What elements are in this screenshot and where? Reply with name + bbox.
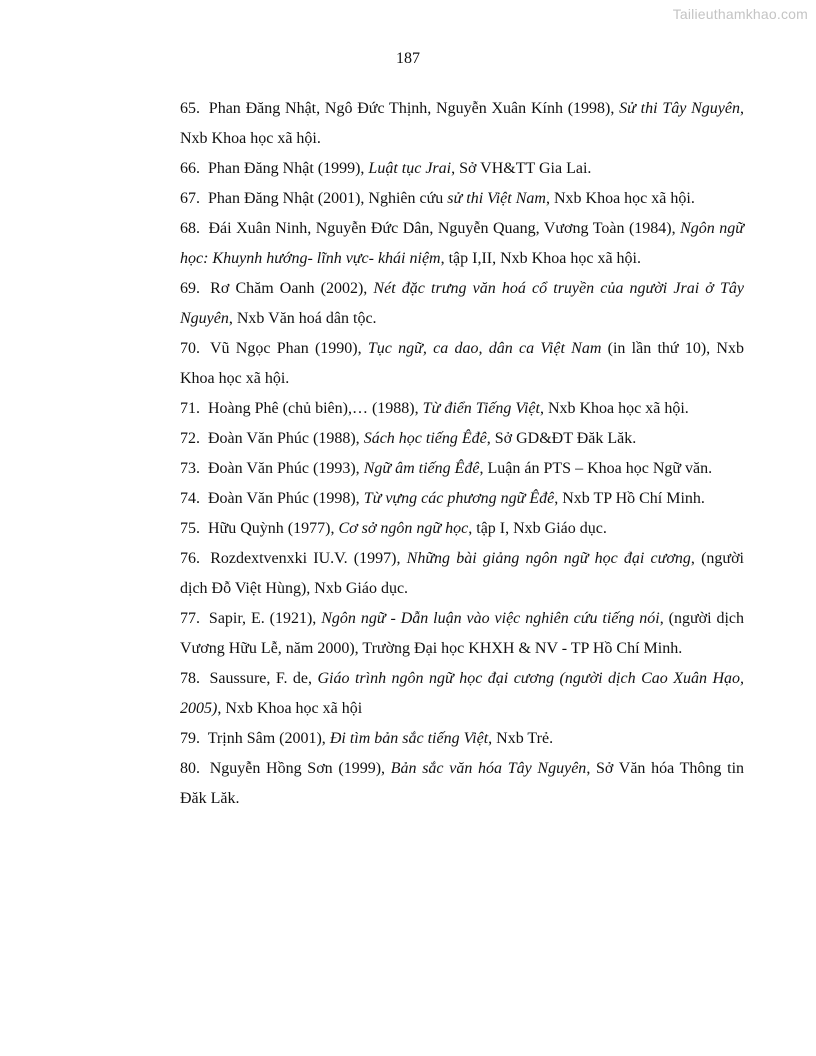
reference-text: , Nxb Khoa học xã hội. bbox=[180, 100, 745, 147]
reference-number: 77. bbox=[180, 610, 200, 627]
reference-text: , Nxb TP Hồ Chí Minh. bbox=[554, 490, 705, 507]
reference-number: 65. bbox=[180, 100, 200, 117]
reference-number: 73. bbox=[180, 460, 200, 477]
reference-number: 75. bbox=[180, 520, 200, 537]
reference-text: , tập I, Nxb Giáo dục. bbox=[468, 520, 607, 537]
reference-number: 72. bbox=[180, 430, 200, 447]
reference-item bbox=[180, 334, 744, 394]
reference-text: Phan Đăng Nhật (1999), bbox=[208, 160, 369, 177]
reference-title: Ngôn ngữ - Dẫn luận vào việc nghiên cứu tiếng nói bbox=[321, 610, 660, 627]
reference-item bbox=[180, 514, 744, 544]
reference-text: , (người dịch Đỗ Việt Hùng), Nxb Giáo dục. bbox=[180, 550, 744, 597]
reference-item bbox=[180, 604, 744, 664]
reference-text: Rozdextvenxki IU.V. (1997), bbox=[210, 550, 407, 567]
reference-item bbox=[180, 664, 744, 724]
reference-text: , Sở GD&ĐT Đăk Lăk. bbox=[486, 430, 637, 447]
reference-number: 74. bbox=[180, 490, 200, 507]
reference-number: 69. bbox=[180, 280, 200, 297]
reference-text: Đái Xuân Ninh, Nguyễn Đức Dân, Nguyễn Quang, Vương Toàn (1984), bbox=[208, 220, 681, 237]
reference-text: , Sở Văn hóa Thông tin Đăk Lăk. bbox=[180, 760, 745, 807]
reference-text: Hoàng Phê (chủ biên),… (1988), bbox=[208, 400, 423, 417]
reference-item bbox=[180, 184, 744, 214]
reference-title: Đi tìm bản sắc tiếng Việt bbox=[329, 730, 489, 747]
reference-item bbox=[180, 754, 744, 814]
reference-text: Đoàn Văn Phúc (1993), bbox=[208, 460, 364, 477]
reference-text: , Luận án PTS – Khoa học Ngữ văn. bbox=[479, 460, 713, 477]
reference-text: Saussure, F. de, bbox=[209, 670, 318, 687]
reference-title: Những bài giảng ngôn ngữ học đại cương bbox=[406, 550, 691, 567]
reference-item bbox=[180, 274, 744, 334]
reference-text: , Nxb Khoa học xã hội bbox=[217, 700, 363, 717]
reference-text: Phan Đăng Nhật, Ngô Đức Thịnh, Nguyễn Xuân Kính (1998), bbox=[208, 100, 620, 117]
reference-text: , Nxb Văn hoá dân tộc. bbox=[228, 310, 377, 327]
reference-title: Ngữ âm tiếng Êđê bbox=[363, 460, 480, 477]
reference-number: 78. bbox=[180, 670, 200, 687]
reference-title: Nét đặc trưng văn hoá cổ truyền của người Jrai ở Tây Nguyên bbox=[180, 280, 744, 327]
reference-title: Ngôn ngữ học: Khuynh hướng- lĩnh vực- khái niệm bbox=[180, 220, 745, 267]
reference-number: 71. bbox=[180, 400, 200, 417]
reference-number: 67. bbox=[180, 190, 200, 207]
reference-title: Tục ngữ, ca dao, dân ca Việt Nam bbox=[367, 340, 602, 357]
reference-text: (in lần thứ 10), Nxb Khoa học xã hội. bbox=[180, 340, 744, 387]
reference-number: 68. bbox=[180, 220, 200, 237]
reference-item bbox=[180, 454, 744, 484]
reference-text: , (người dịch Vương Hữu Lễ, năm 2000), Trường Đại học KHXH & NV - TP Hồ Chí Minh. bbox=[180, 610, 745, 657]
reference-title: sử thi Việt Nam bbox=[447, 190, 546, 207]
reference-text: Đoàn Văn Phúc (1988), bbox=[208, 430, 364, 447]
reference-title: Luật tục Jrai bbox=[368, 160, 452, 177]
reference-title: Từ điển Tiếng Việt bbox=[422, 400, 540, 417]
reference-item bbox=[180, 724, 744, 754]
reference-item bbox=[180, 544, 744, 604]
reference-text: , Nxb Khoa học xã hội. bbox=[545, 190, 695, 207]
reference-item bbox=[180, 94, 744, 154]
reference-text: Hữu Quỳnh (1977), bbox=[208, 520, 339, 537]
reference-list bbox=[180, 94, 744, 814]
reference-text: Vũ Ngọc Phan (1990), bbox=[209, 340, 368, 357]
watermark: Tailieuthamkhao.com bbox=[672, 6, 808, 22]
reference-text: Rơ Chăm Oanh (2002), bbox=[210, 280, 374, 297]
reference-text: Nguyễn Hồng Sơn (1999), bbox=[209, 760, 391, 777]
reference-item bbox=[180, 214, 744, 274]
page-number: 187 bbox=[396, 50, 420, 67]
reference-text: Trịnh Sâm (2001), bbox=[207, 730, 330, 747]
reference-text: Phan Đăng Nhật (2001), Nghiên cứu bbox=[208, 190, 448, 207]
reference-number: 70. bbox=[180, 340, 200, 357]
reference-text: , Nxb Trẻ. bbox=[488, 730, 554, 747]
reference-text: , Sở VH&TT Gia Lai. bbox=[451, 160, 592, 177]
reference-item bbox=[180, 394, 744, 424]
reference-number: 76. bbox=[180, 550, 200, 567]
reference-item bbox=[180, 424, 744, 454]
reference-item bbox=[180, 484, 744, 514]
reference-text: , tập I,II, Nxb Khoa học xã hội. bbox=[440, 250, 641, 267]
reference-title: Cơ sở ngôn ngữ học bbox=[338, 520, 469, 537]
reference-number: 79. bbox=[180, 730, 200, 747]
reference-title: Sử thi Tây Nguyên bbox=[619, 100, 741, 117]
reference-text: Sapir, E. (1921), bbox=[208, 610, 322, 627]
reference-title: Sách học tiếng Êđê bbox=[363, 430, 487, 447]
reference-number: 66. bbox=[180, 160, 200, 177]
reference-title: Giáo trình ngôn ngữ học đại cương (người dịch Cao Xuân Hạo, 2005) bbox=[180, 670, 745, 717]
reference-number: 80. bbox=[180, 760, 200, 777]
reference-title: Từ vựng các phương ngữ Êđê bbox=[363, 490, 555, 507]
reference-text: , Nxb Khoa học xã hội. bbox=[539, 400, 689, 417]
reference-item bbox=[180, 154, 744, 184]
reference-title: Bản sắc văn hóa Tây Nguyên bbox=[390, 760, 587, 777]
reference-text: Đoàn Văn Phúc (1998), bbox=[208, 490, 364, 507]
